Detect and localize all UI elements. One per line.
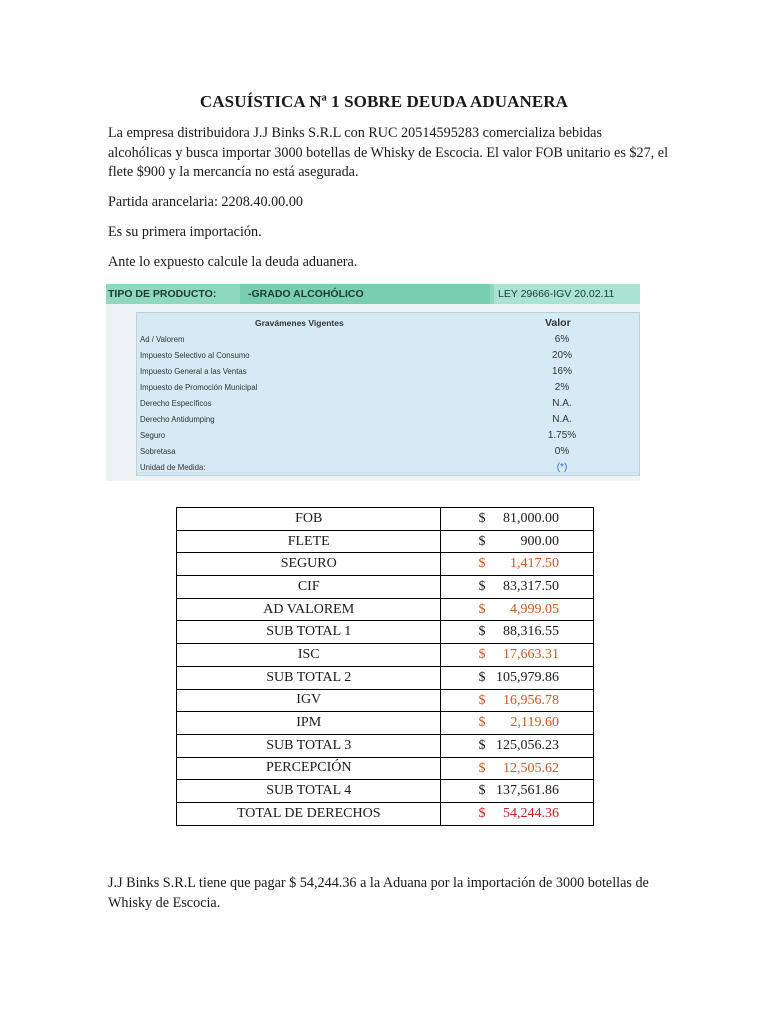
calc-amount xyxy=(441,666,594,689)
tariff-row-name: Impuesto Selectivo al Consumo xyxy=(140,351,250,360)
amount-value: 88,316.55 xyxy=(503,624,559,640)
calc-amount xyxy=(441,689,594,712)
calc-row xyxy=(177,734,594,757)
tariff-row-name: Derecho Antidumping xyxy=(140,415,215,424)
calc-label: IPM xyxy=(177,712,441,735)
calc-amount xyxy=(441,802,594,825)
calc-row xyxy=(177,508,594,531)
calc-amount xyxy=(441,757,594,780)
calc-amount xyxy=(441,644,594,667)
tariff-row-value: 6% xyxy=(554,334,570,345)
calc-amount xyxy=(441,734,594,757)
calc-label: SEGURO xyxy=(177,553,441,576)
currency-symbol: $ xyxy=(478,715,486,731)
calc-amount xyxy=(441,712,594,735)
currency-symbol: $ xyxy=(478,601,486,617)
conclusion-paragraph: J.J Binks S.R.L tiene que pagar $ 54,244.36 a la Aduana por la importación de 3000 botellas de Whisky de Escocia. xyxy=(108,875,649,911)
amount-value: 83,317.50 xyxy=(503,579,559,595)
calc-label: IGV xyxy=(177,689,441,712)
currency-symbol: $ xyxy=(478,692,486,708)
tariff-row xyxy=(137,429,641,445)
document-title: CASUÍSTICA Nª 1 SOBRE DEUDA ADUANERA xyxy=(199,92,569,111)
amount-value: 81,000.00 xyxy=(503,511,559,526)
calc-label: SUB TOTAL 3 xyxy=(177,734,441,757)
calc-row xyxy=(177,802,594,825)
amount-value: 2,119.60 xyxy=(510,715,559,731)
calc-amount xyxy=(441,621,594,644)
calc-amount xyxy=(441,508,594,531)
amount-value: 12,505.62 xyxy=(503,760,559,776)
calc-label: FLETE xyxy=(177,530,441,553)
tariff-row-value: 20% xyxy=(551,350,572,361)
tariff-header-bar xyxy=(106,284,640,304)
ley-label: LEY 29666-IGV 20.02.11 xyxy=(494,284,640,304)
tariff-row-value: 16% xyxy=(551,366,572,377)
calc-label: SUB TOTAL 4 xyxy=(177,780,441,803)
amount-value: 125,056.23 xyxy=(496,737,559,753)
amount-value: 4,999.05 xyxy=(510,601,559,617)
amount-value: 16,956.78 xyxy=(503,692,559,708)
tariff-image xyxy=(106,284,640,481)
calc-row xyxy=(177,553,594,576)
tariff-row-name: Unidad de Medida: xyxy=(140,463,206,472)
tariff-row-value: (*) xyxy=(556,462,568,473)
intro-paragraph: La empresa distribuidora J.J Binks S.R.L con RUC 20514595283 comercializa bebidas alcohólicas y busca importar 3000 botellas de Whisky de Escocia. El valor FOB unitario es $27, el flete $900 y la mercancía no está asegurada. xyxy=(108,125,669,180)
amount-value: 137,561.86 xyxy=(496,783,559,799)
calc-row xyxy=(177,621,594,644)
tariff-row-name: Ad / Valorem xyxy=(140,335,185,344)
tariff-row-name: Impuesto de Promoción Municipal xyxy=(140,383,258,392)
calc-row xyxy=(177,576,594,599)
currency-symbol: $ xyxy=(478,647,486,663)
tariff-row-name: Seguro xyxy=(140,431,166,440)
currency-symbol: $ xyxy=(478,805,486,821)
amount-value: 105,979.86 xyxy=(496,669,559,685)
tariff-row xyxy=(137,349,641,365)
calc-row xyxy=(177,712,594,735)
calc-row xyxy=(177,689,594,712)
primera-paragraph: Es su primera importación. xyxy=(108,224,262,240)
calc-row xyxy=(177,757,594,780)
currency-symbol: $ xyxy=(478,556,486,572)
amount-value: 17,663.31 xyxy=(503,647,559,663)
tariff-row xyxy=(137,413,641,429)
calc-row xyxy=(177,530,594,553)
tariff-row-value: 2% xyxy=(554,382,570,393)
tariff-grid-line xyxy=(136,472,640,479)
tariff-col-name: Gravámenes Vigentes xyxy=(255,318,344,328)
calc-amount xyxy=(441,780,594,803)
tariff-row-value: N.A. xyxy=(552,414,572,425)
calc-row xyxy=(177,666,594,689)
tariff-row-name: Impuesto General a las Ventas xyxy=(140,367,247,376)
calc-label: PERCEPCIÓN xyxy=(177,757,441,780)
currency-symbol: $ xyxy=(478,760,486,776)
tipo-value: -GRADO ALCOHÓLICO xyxy=(240,284,490,304)
calc-label: TOTAL DE DERECHOS xyxy=(177,802,441,825)
currency-symbol: $ xyxy=(478,579,486,595)
tariff-row-name: Derecho Específicos xyxy=(140,399,212,408)
calc-row xyxy=(177,644,594,667)
currency-symbol: $ xyxy=(478,783,486,799)
amount-value: 54,244.36 xyxy=(503,805,559,821)
currency-symbol: $ xyxy=(478,669,486,685)
currency-symbol: $ xyxy=(478,737,486,753)
tariff-row-value: 0% xyxy=(554,446,570,457)
currency-symbol: $ xyxy=(478,511,486,526)
tariff-row xyxy=(137,445,641,461)
tariff-row xyxy=(137,333,641,349)
calcule-paragraph: Ante lo expuesto calcule la deuda aduanera. xyxy=(108,254,358,270)
tariff-row xyxy=(137,381,641,397)
tariff-row xyxy=(137,397,641,413)
tariff-row-value: N.A. xyxy=(552,398,572,409)
calc-amount xyxy=(441,530,594,553)
partida-paragraph: Partida arancelaria: 2208.40.00.00 xyxy=(108,194,304,210)
tariff-row xyxy=(137,365,641,381)
calc-table xyxy=(176,507,594,826)
amount-value: 1,417.50 xyxy=(510,556,559,572)
calc-amount xyxy=(441,553,594,576)
tariff-table xyxy=(136,312,640,476)
calc-label: SUB TOTAL 2 xyxy=(177,666,441,689)
currency-symbol: $ xyxy=(478,624,486,640)
tariff-row-name: Sobretasa xyxy=(140,447,176,456)
currency-symbol: $ xyxy=(478,533,486,549)
calc-amount xyxy=(441,576,594,599)
calc-label: CIF xyxy=(177,576,441,599)
calc-label: ISC xyxy=(177,644,441,667)
tariff-row-value: 1.75% xyxy=(547,430,577,441)
calc-label: FOB xyxy=(177,508,441,531)
tipo-label: TIPO DE PRODUCTO: xyxy=(108,288,217,300)
calc-row xyxy=(177,598,594,621)
calc-amount xyxy=(441,598,594,621)
calc-label: AD VALOREM xyxy=(177,598,441,621)
amount-value: 900.00 xyxy=(520,533,559,549)
calc-row xyxy=(177,780,594,803)
calc-label: SUB TOTAL 1 xyxy=(177,621,441,644)
tariff-col-value: Valor xyxy=(545,317,571,329)
